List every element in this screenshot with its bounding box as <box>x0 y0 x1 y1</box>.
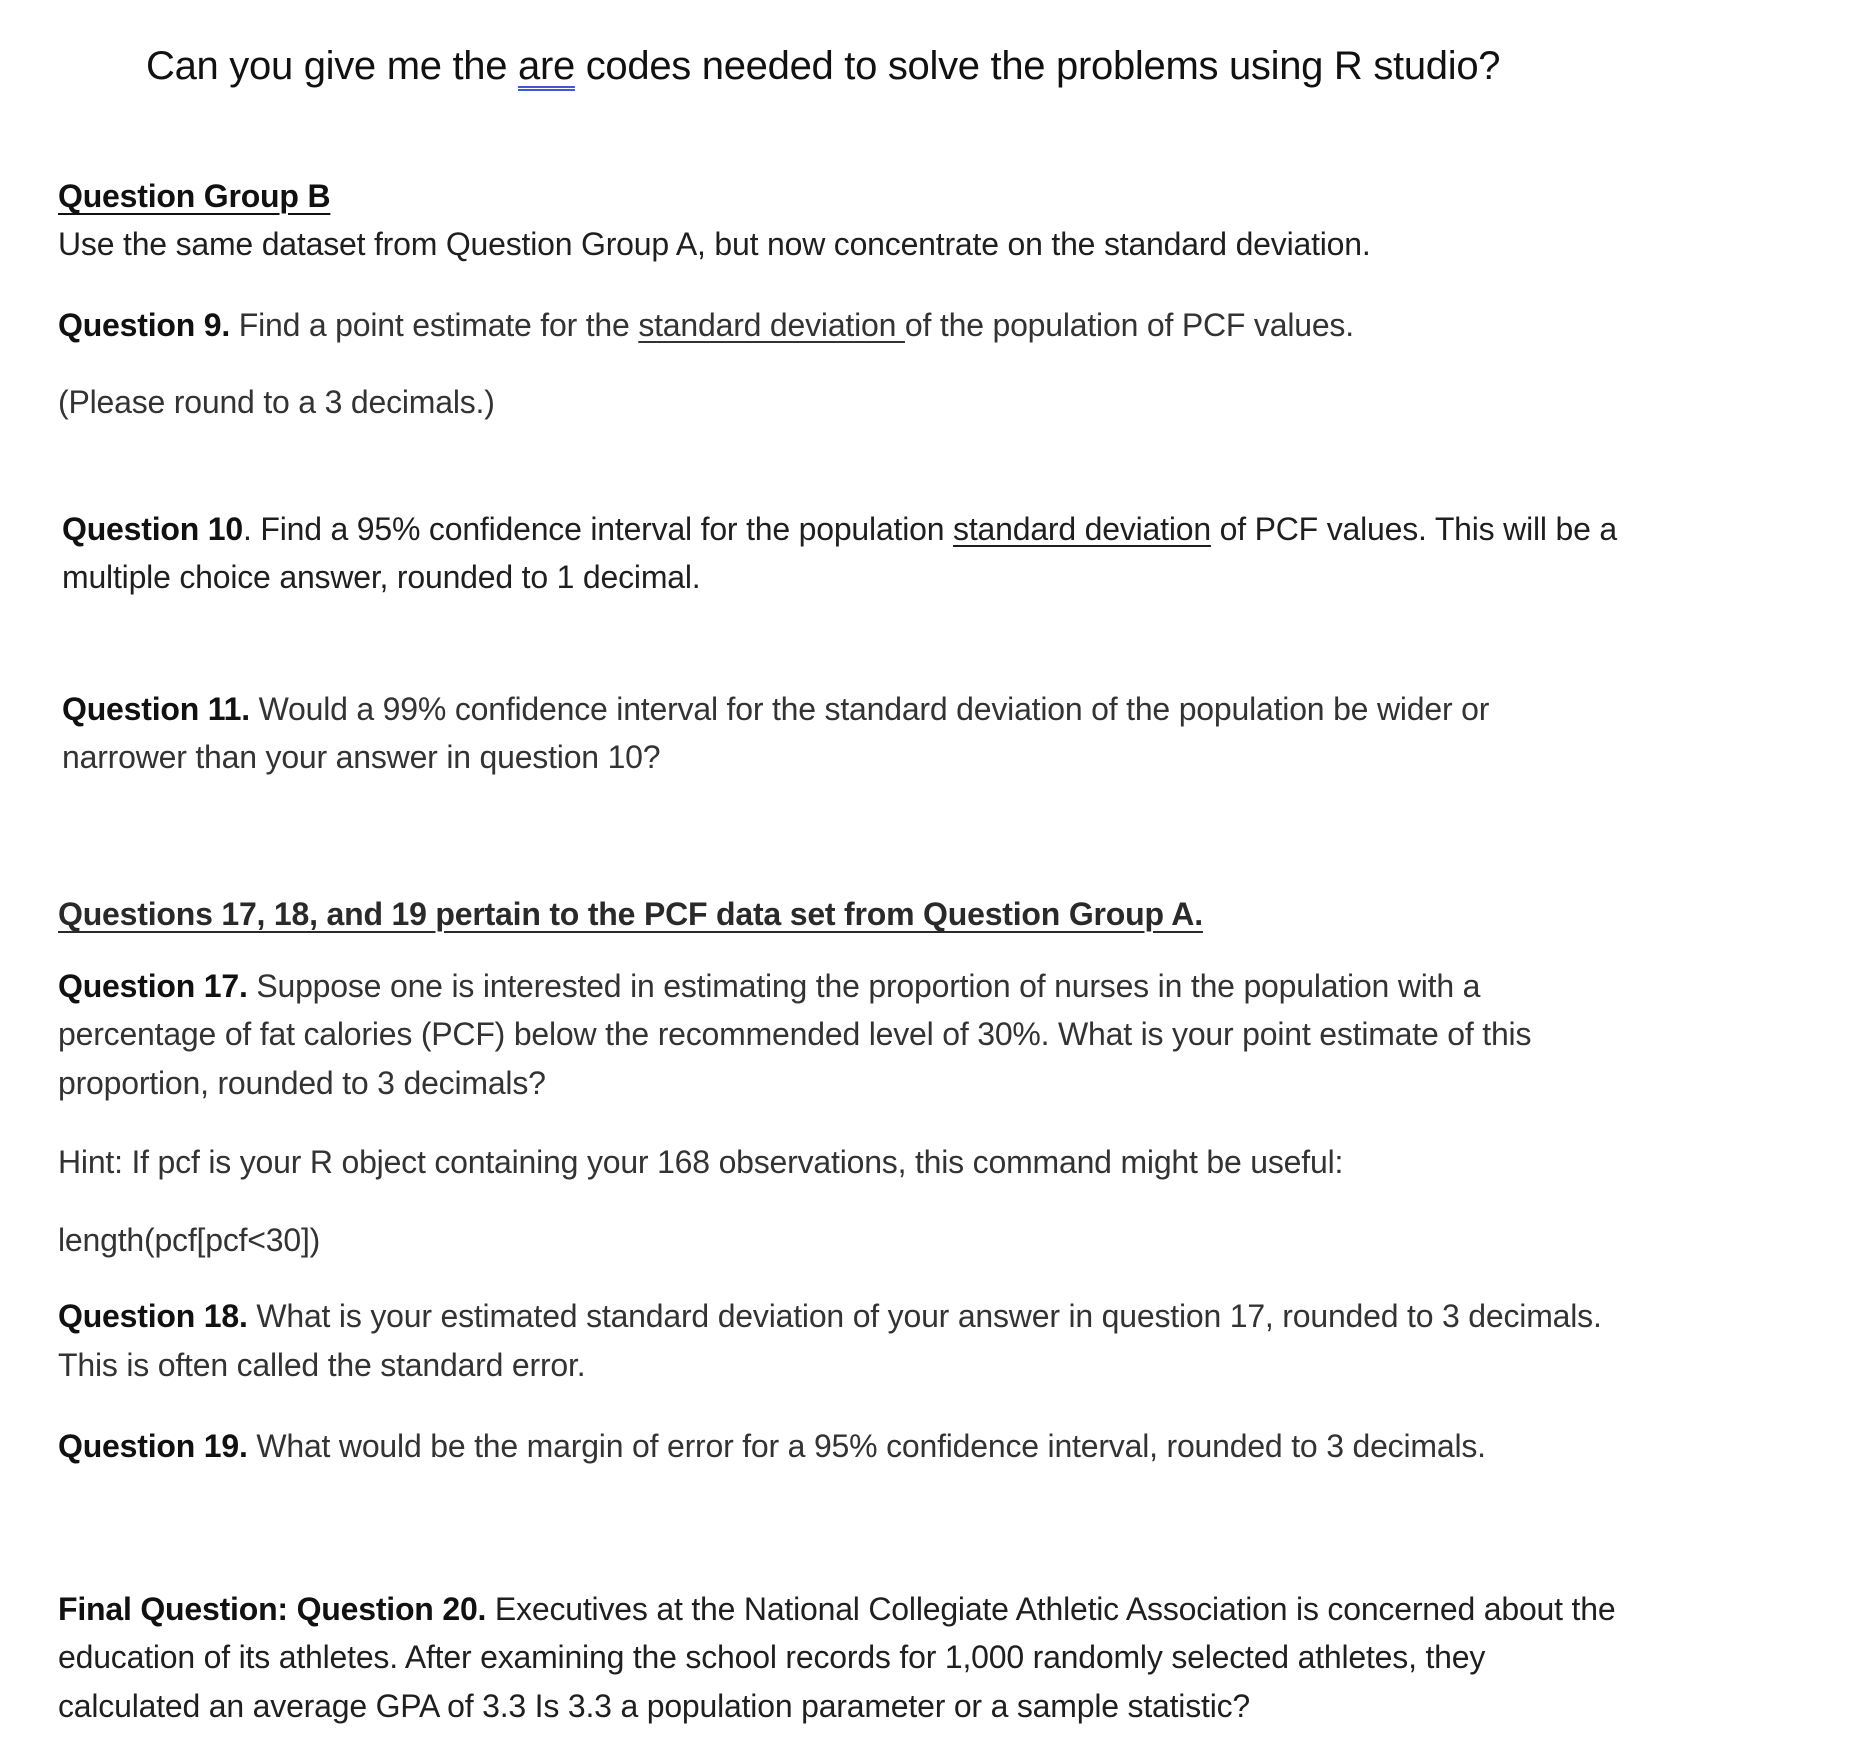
question-9-note: (Please round to a 3 decimals.) <box>58 384 495 420</box>
question-17-line3: proportion, rounded to 3 decimals? <box>58 1065 546 1101</box>
group-note-heading: Questions 17, 18, and 19 pertain to the PCF data set from Question Group A. <box>58 896 1203 932</box>
question-20-line3: calculated an average GPA of 3.3 Is 3.3 a population parameter or a sample statistic? <box>58 1688 1251 1724</box>
question-11-label: Question 11. <box>62 691 250 727</box>
grammar-flagged-word: are <box>518 44 575 88</box>
question-10-label: Question 10 <box>62 511 243 547</box>
question-17: Question 17. Suppose one is interested in estimating the proportion of nurses in the population with a <box>58 968 1481 1004</box>
question-17-code: length(pcf[pcf<30]) <box>58 1222 321 1258</box>
question-20-label: Final Question: Question 20. <box>58 1591 487 1627</box>
question-17-label: Question 17. <box>58 968 248 1004</box>
question-20-line2: education of its athletes. After examining the school records for 1,000 randomly selected athletes, they <box>58 1639 1486 1675</box>
question-9: Question 9. Find a point estimate for the standard deviation of the population of PCF values. <box>58 307 1354 343</box>
question-17-line2: percentage of fat calories (PCF) below the recommended level of 30%. What is your point estimate of this <box>58 1016 1532 1052</box>
question-10: Question 10. Find a 95% confidence interval for the population standard deviation of PCF values. This will be a <box>62 511 1617 547</box>
question-10-line2: multiple choice answer, rounded to 1 decimal. <box>62 559 701 595</box>
group-b-intro: Use the same dataset from Question Group A, but now concentrate on the standard deviation. <box>58 226 1371 262</box>
question-19: Question 19. What would be the margin of error for a 95% confidence interval, rounded to 3 decimals. <box>58 1428 1486 1464</box>
question-19-label: Question 19. <box>58 1428 248 1464</box>
page-title <box>146 40 1500 92</box>
question-17-hint: Hint: If pcf is your R object containing your 168 observations, this command might be useful: <box>58 1144 1344 1180</box>
question-11: Question 11. Would a 99% confidence interval for the standard deviation of the population be wider or <box>62 691 1490 727</box>
question-20: Final Question: Question 20. Executives at the National Collegiate Athletic Association is concerned about the <box>58 1591 1616 1627</box>
title-part1: Can you give me the <box>146 44 518 88</box>
question-18-line2: This is often called the standard error. <box>58 1347 586 1383</box>
question-9-label: Question 9. <box>58 307 231 343</box>
title-part2: codes needed to solve the problems using R studio? <box>574 44 1501 88</box>
question-18: Question 18. What is your estimated standard deviation of your answer in question 17, rounded to 3 decimals. <box>58 1298 1602 1334</box>
group-b-heading: Question Group B <box>58 178 331 214</box>
question-11-line2: narrower than your answer in question 10? <box>62 739 661 775</box>
question-18-label: Question 18. <box>58 1298 248 1334</box>
